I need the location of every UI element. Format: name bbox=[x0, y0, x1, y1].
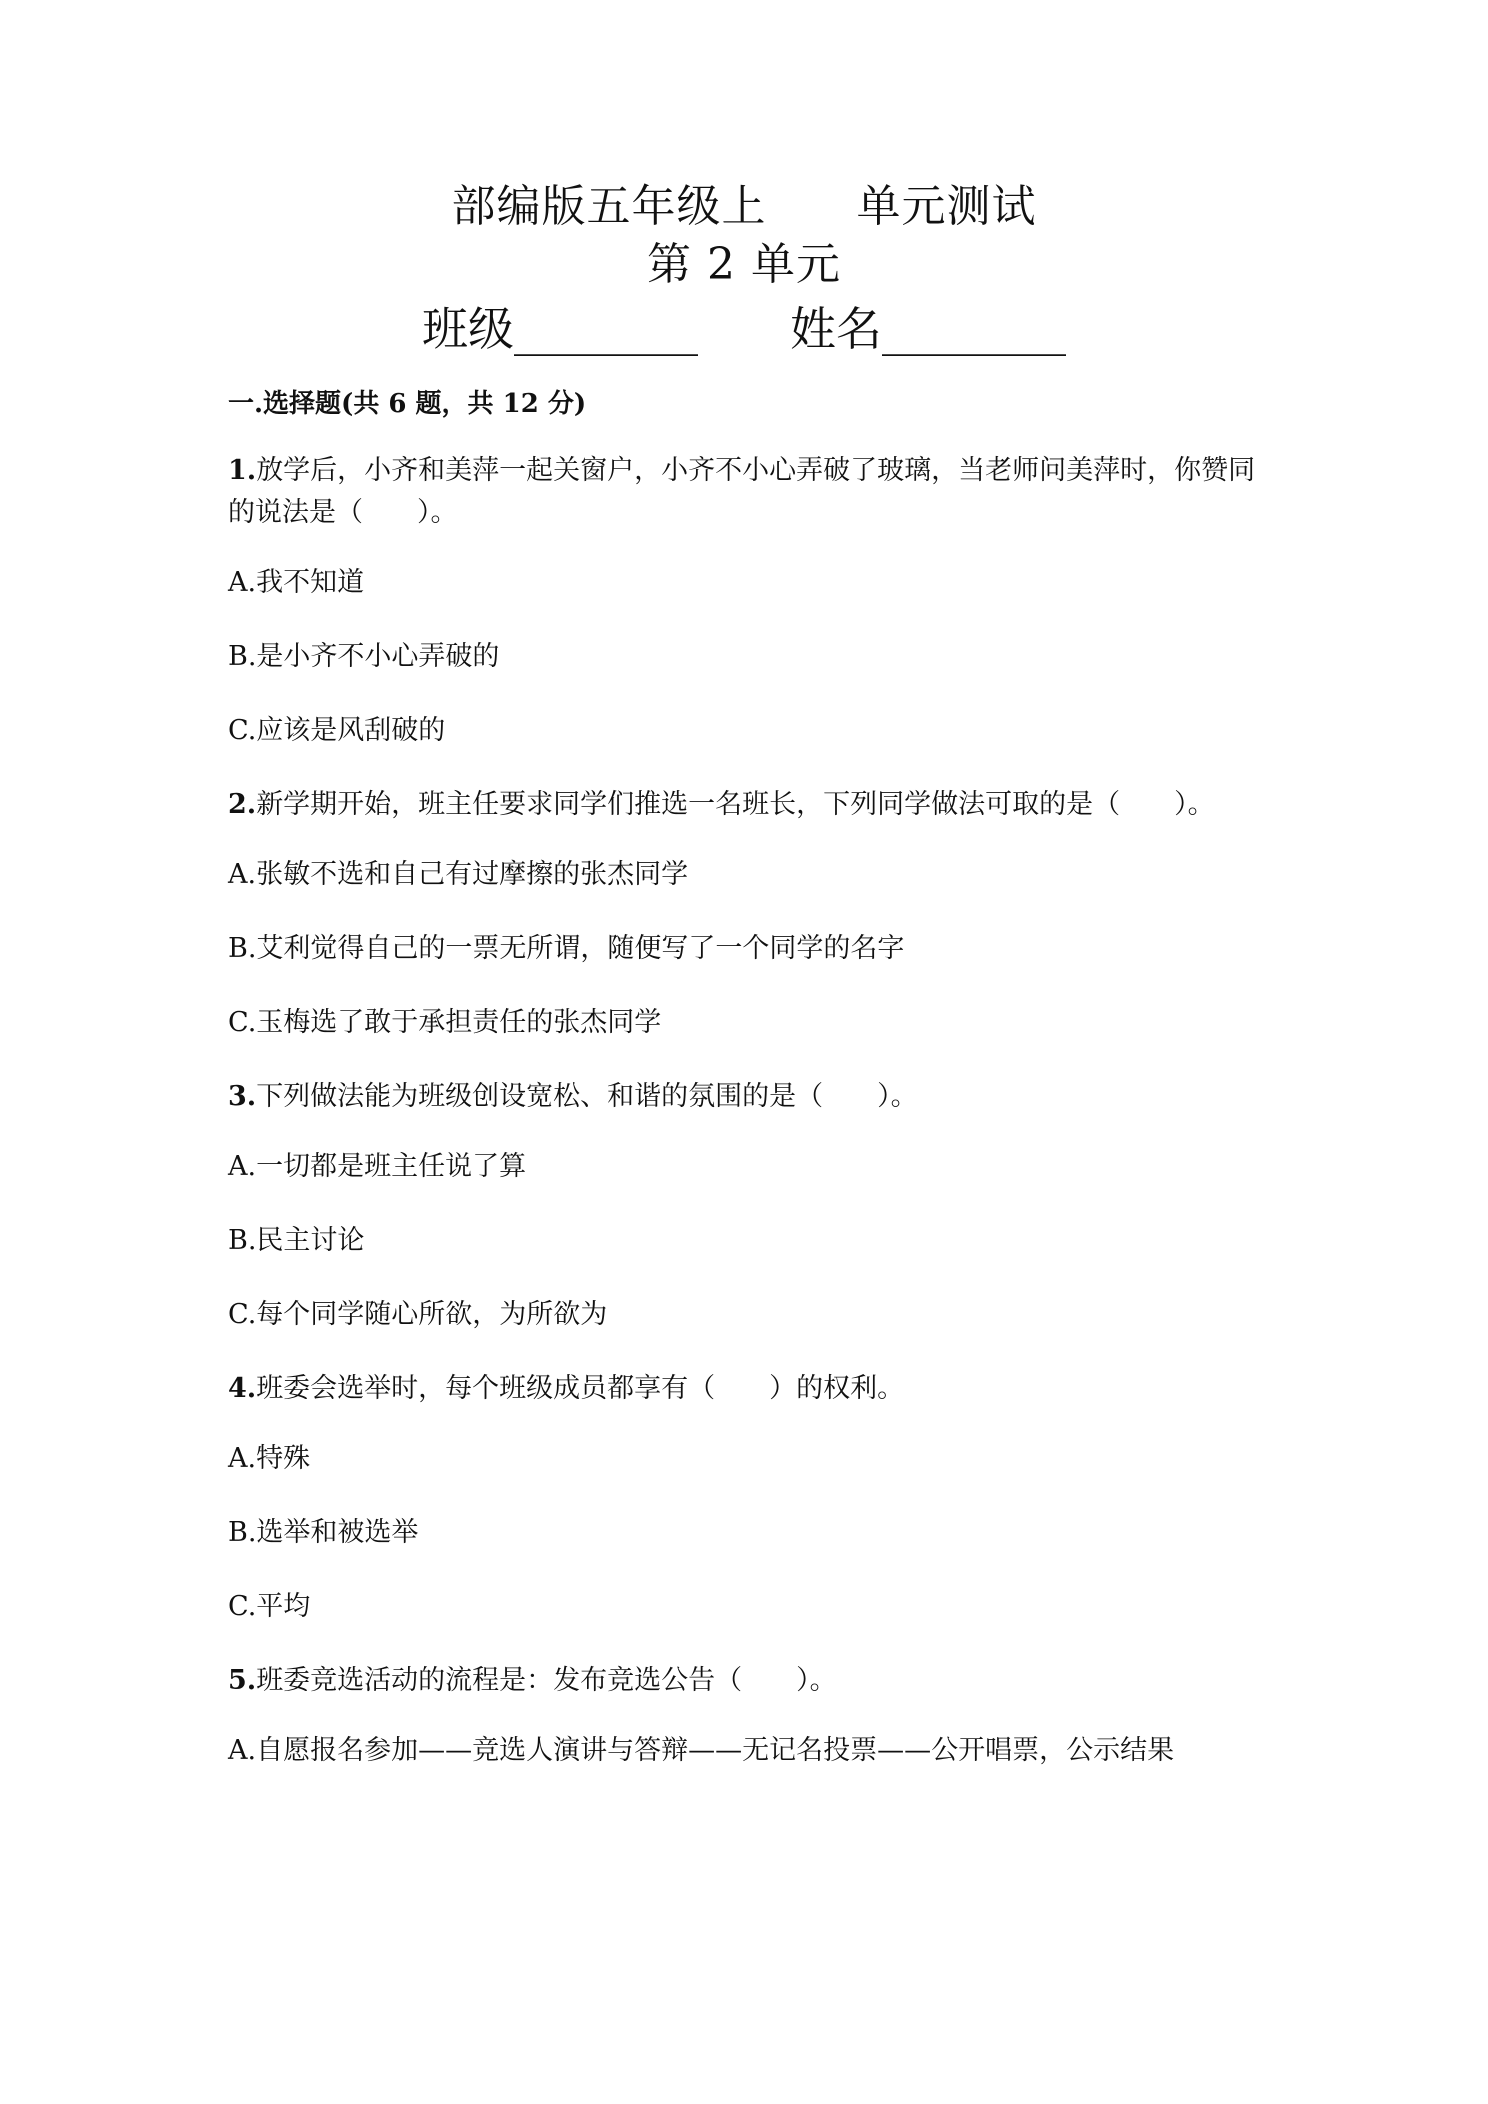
question-number: 3. bbox=[228, 1081, 257, 1112]
exam-content bbox=[228, 384, 1268, 1804]
question-text: 下列做法能为班级创设宽松、和谐的氛围的是（ ）。 bbox=[256, 1081, 918, 1112]
question-text: 班委竞选活动的流程是：发布竞选公告（ ）。 bbox=[256, 1665, 837, 1696]
title-block bbox=[0, 178, 1488, 364]
class-field-label: 班级________ bbox=[422, 302, 698, 356]
option-5a: A.自愿报名参加——竞选人演讲与答辩——无记名投票——公开唱票，公示结果 bbox=[228, 1735, 1175, 1766]
option-2a: A.张敏不选和自己有过摩擦的张杰同学 bbox=[228, 859, 689, 890]
student-info-line bbox=[0, 294, 1488, 364]
option-2c: C.玉梅选了敢于承担责任的张杰同学 bbox=[228, 1007, 662, 1038]
question-text: 新学期开始，班主任要求同学们推选一名班长，下列同学做法可取的是（ ）。 bbox=[256, 789, 1215, 820]
question-3 bbox=[228, 1076, 1268, 1118]
option-3c: C.每个同学随心所欲，为所欲为 bbox=[228, 1299, 608, 1330]
question-2 bbox=[228, 784, 1268, 826]
question-number: 4. bbox=[228, 1373, 257, 1404]
exam-title: 部编版五年级上 单元测试 bbox=[451, 181, 1037, 232]
option-4a: A.特殊 bbox=[228, 1443, 311, 1474]
option-3b: B.民主讨论 bbox=[228, 1225, 365, 1256]
section-heading: 一.选择题(共 6 题，共 12 分) bbox=[228, 389, 587, 419]
unit-title: 第 2 单元 bbox=[647, 239, 841, 290]
question-4 bbox=[228, 1368, 1268, 1410]
question-number: 2. bbox=[228, 789, 257, 820]
option-1b: B.是小齐不小心弄破的 bbox=[228, 641, 500, 672]
question-number: 5. bbox=[228, 1665, 257, 1696]
option-2b: B.艾利觉得自己的一票无所谓，随便写了一个同学的名字 bbox=[228, 933, 905, 964]
option-4b: B.选举和被选举 bbox=[228, 1517, 419, 1548]
option-4c: C.平均 bbox=[228, 1591, 311, 1622]
question-text: 班委会选举时，每个班级成员都享有（ ）的权利。 bbox=[256, 1373, 905, 1404]
question-text: 放学后，小齐和美萍一起关窗户，小齐不小心弄破了玻璃，当老师问美萍时，你赞同的说法是（ ）。 bbox=[228, 455, 1256, 528]
question-5 bbox=[228, 1660, 1268, 1702]
name-field-label: 姓名________ bbox=[790, 302, 1066, 356]
option-3a: A.一切都是班主任说了算 bbox=[228, 1151, 527, 1182]
question-1 bbox=[228, 450, 1268, 534]
option-1c: C.应该是风刮破的 bbox=[228, 715, 446, 746]
question-number: 1. bbox=[228, 455, 257, 486]
option-1a: A.我不知道 bbox=[228, 567, 365, 598]
